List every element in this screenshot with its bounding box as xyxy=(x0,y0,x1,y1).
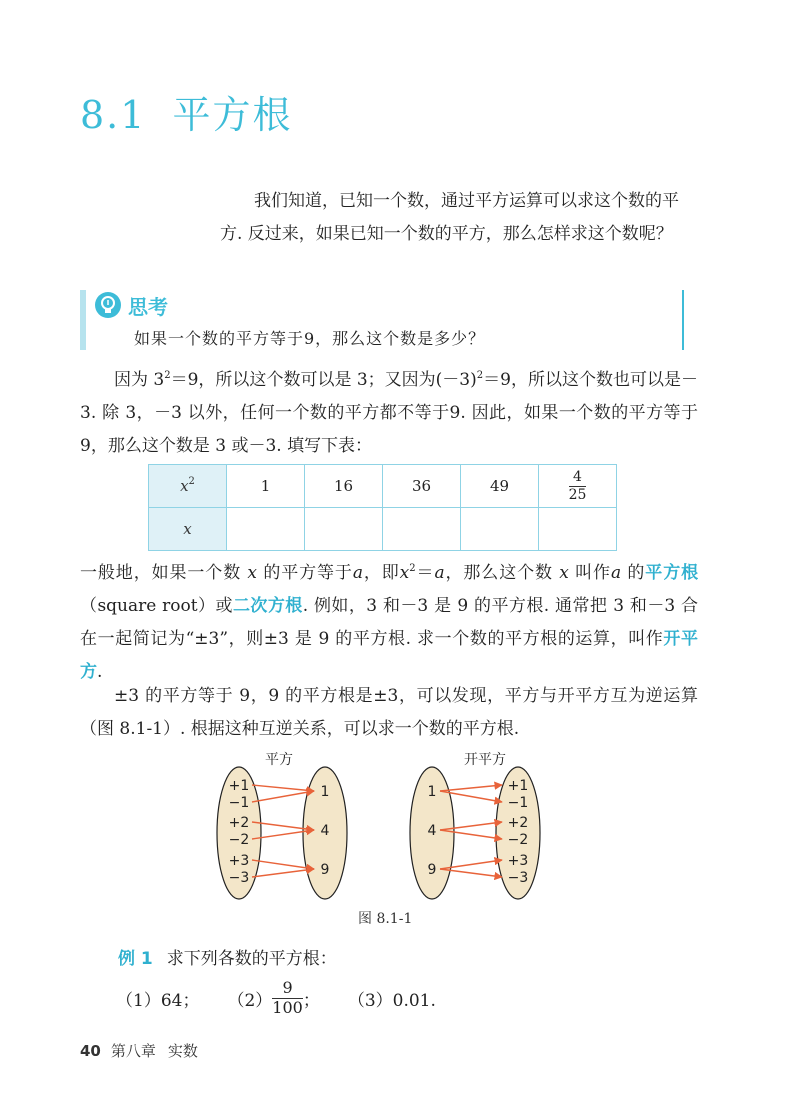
figure-square-mapping xyxy=(210,750,570,910)
table-cell: 49 xyxy=(461,465,539,508)
arrow-square-1 xyxy=(252,791,314,802)
superscript: 2 xyxy=(188,476,195,487)
think-box xyxy=(80,290,684,350)
left-square-2: 9 xyxy=(320,862,330,878)
arrow-square-5 xyxy=(252,869,314,877)
table-cell xyxy=(539,465,617,508)
table-header-cell xyxy=(149,508,227,551)
right-signed-3: −2 xyxy=(507,832,529,848)
item-suffix: ； xyxy=(302,990,320,1011)
table-cell-empty[interactable] xyxy=(227,508,305,551)
table-cell: 16 xyxy=(305,465,383,508)
superscript: 2 xyxy=(476,370,484,381)
example-label: 例 1 xyxy=(118,949,153,969)
term-quadratic-root: 二次方根 xyxy=(232,596,303,616)
table-cell-empty[interactable] xyxy=(305,508,383,551)
page-number: 40 xyxy=(80,1042,101,1060)
section-number: 8.1 xyxy=(80,93,147,137)
example-item-2 xyxy=(227,980,319,1017)
section-title xyxy=(80,84,292,139)
superscript: 2 xyxy=(409,563,416,574)
left-square-0: 1 xyxy=(320,784,330,800)
numerator: 9 xyxy=(282,978,293,997)
right-square-2: 9 xyxy=(427,862,437,878)
table-row xyxy=(149,508,617,551)
right-signed-2: +2 xyxy=(507,815,529,831)
text-run: ，即 xyxy=(362,563,400,583)
denominator: 25 xyxy=(568,486,587,503)
right-diagram-title: 开平方 xyxy=(464,752,506,768)
example-item-1: （1）64； xyxy=(116,990,200,1011)
left-signed-4: +3 xyxy=(228,853,250,869)
table-cell: 36 xyxy=(383,465,461,508)
section-title-text: 平方根 xyxy=(172,93,293,137)
text-run: 一般地，如果一个数 xyxy=(80,563,242,583)
table-cell: 1 xyxy=(227,465,305,508)
term-extract-root: 开平方 xyxy=(80,629,699,682)
text-run: 叫作 xyxy=(575,563,611,583)
text-run: . xyxy=(97,662,103,682)
right-signed-5: −3 xyxy=(507,870,529,886)
example-items xyxy=(116,980,436,1017)
intro-paragraph: 我们知道，已知一个数，通过平方运算可以求这个数的平方. 反过来，如果已知一个数的平方，那么怎样求这个数呢？ xyxy=(220,191,679,244)
var-x: x xyxy=(180,477,189,495)
var-a: a xyxy=(434,563,445,583)
page-footer xyxy=(80,1040,198,1061)
mapping-diagram xyxy=(210,750,570,910)
left-square-1: 4 xyxy=(320,823,330,839)
item-prefix: （2） xyxy=(227,990,273,1011)
var-x: x xyxy=(559,563,569,583)
left-signed-1: −1 xyxy=(228,795,250,811)
text-run: ，那么这个数 xyxy=(444,563,553,583)
denominator: 100 xyxy=(272,997,303,1017)
fraction xyxy=(569,470,587,502)
var-x: x xyxy=(183,520,192,538)
numerator: 4 xyxy=(573,468,582,485)
left-signed-2: +2 xyxy=(228,815,250,831)
table-cell-empty[interactable] xyxy=(383,508,461,551)
text-run: ＝9，所以这个数可以是 3；又因为(－3) xyxy=(170,370,477,390)
think-question: 如果一个数的平方等于9，那么这个数是多少？ xyxy=(134,329,486,348)
left-signed-3: −2 xyxy=(228,832,250,848)
think-box-left-bar xyxy=(80,290,86,350)
example-item-3: （3）0.01. xyxy=(347,990,436,1011)
text-run: （square root）或 xyxy=(80,596,233,616)
term-square-root: 平方根 xyxy=(645,563,699,583)
section-label: 实数 xyxy=(167,1042,198,1060)
table-row xyxy=(149,465,617,508)
text-run: 因为 3 xyxy=(114,370,165,390)
text-run: ＝9，所以这个数也可以是－3. 除 3，－3 以外，任何一个数的平方都不等于9. 因此，如果一个数的平方等于9，那么这个数是 3 或－3. 填写下表： xyxy=(80,370,698,456)
right-signed-4: +3 xyxy=(507,853,529,869)
left-signed-0: +1 xyxy=(228,778,250,794)
text-run: 的 xyxy=(627,563,646,583)
arrow-root-0 xyxy=(440,785,502,791)
text-run: 的平方等于 xyxy=(263,563,353,583)
fraction xyxy=(272,980,303,1017)
right-signed-0: +1 xyxy=(507,778,529,794)
example-heading xyxy=(118,944,337,969)
example-text: 求下列各数的平方根： xyxy=(166,949,337,969)
right-square-1: 4 xyxy=(427,823,437,839)
paragraph-squares xyxy=(80,364,698,463)
think-box-right-bar xyxy=(682,290,684,350)
think-label: 思考 xyxy=(128,295,168,319)
var-a: a xyxy=(352,563,363,583)
table-header-cell xyxy=(149,465,227,508)
paragraph-definition xyxy=(80,557,698,689)
right-square-0: 1 xyxy=(427,784,437,800)
text-run: ＝ xyxy=(415,563,435,583)
left-diagram-title: 平方 xyxy=(265,752,293,768)
lightbulb-icon xyxy=(95,292,121,318)
var-x: x xyxy=(247,563,258,583)
paragraph-inverse: ±3 的平方等于 9，9 的平方根是±3，可以发现，平方与开平方互为逆运算（图 8.1-1）. 根据这种互逆关系，可以求一个数的平方根. xyxy=(80,686,698,739)
var-x: x xyxy=(399,563,410,583)
chapter-label: 第八章 xyxy=(110,1042,156,1060)
right-signed-1: −1 xyxy=(507,795,529,811)
table-cell-empty[interactable] xyxy=(539,508,617,551)
figure-caption: 图 8.1-1 xyxy=(358,911,413,927)
left-signed-5: −3 xyxy=(228,870,250,886)
square-table xyxy=(148,464,617,551)
superscript: 2 xyxy=(164,370,171,381)
arrow-square-0 xyxy=(252,785,314,791)
text-run: . 例如，3 和－3 是 9 的平方根. 通常把 3 和－3 合在一起简记为“±3”，则±3 是 9 的平方根. 求一个数的平方根的运算，叫作 xyxy=(80,596,698,649)
var-a: a xyxy=(610,563,622,583)
table-cell-empty[interactable] xyxy=(461,508,539,551)
